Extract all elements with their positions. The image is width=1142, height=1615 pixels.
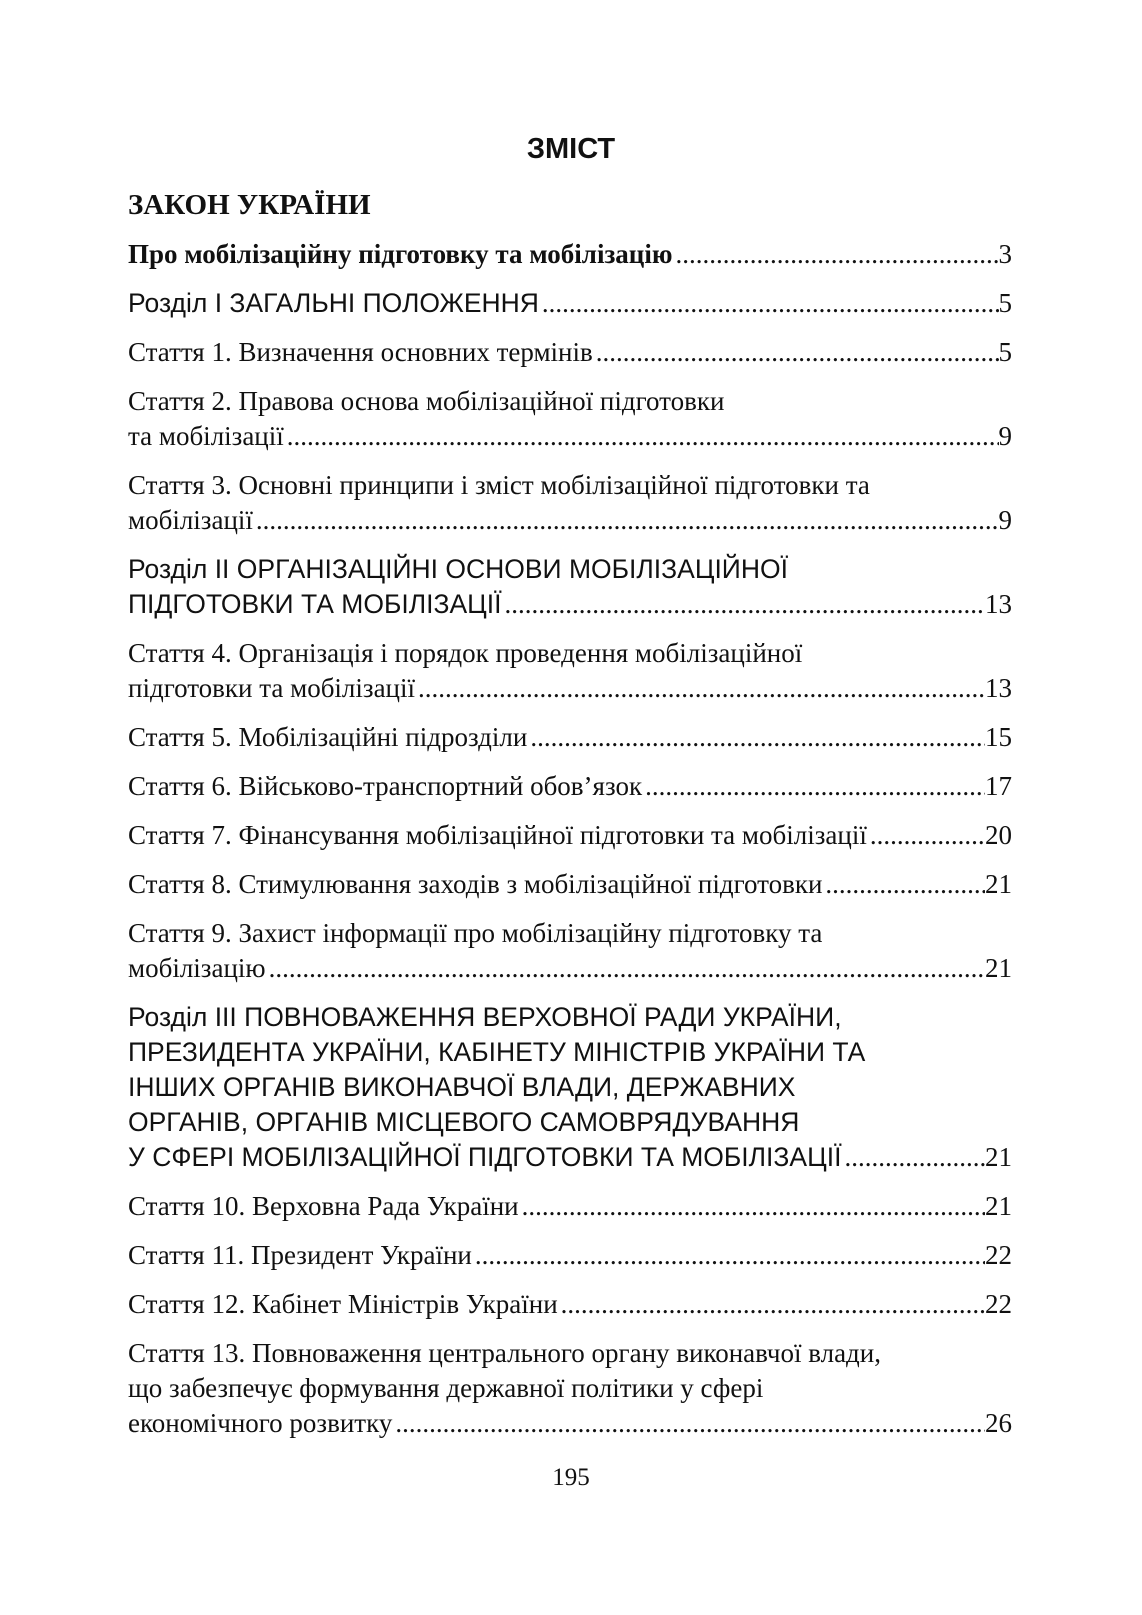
dot-leader — [672, 237, 998, 272]
toc-entry-last-line — [128, 720, 1012, 755]
toc-entry-title-line: Стаття 8. Стимулювання заходів з мобілізаційної підготовки — [128, 869, 823, 899]
toc-entry-last-line — [128, 587, 1012, 622]
toc-entry-title-line: Стаття 9. Захист інформації про мобілізаційну підготовку та — [128, 918, 823, 948]
toc-entry-page: 3 — [998, 239, 1012, 269]
dot-leader — [415, 671, 985, 706]
toc-entry-title-line: Стаття 10. Верховна Рада України — [128, 1191, 519, 1221]
dot-leader — [253, 503, 999, 538]
toc-entry-title-line: Стаття 6. Військово-транспортний обов’язок — [128, 771, 643, 801]
toc-entry[interactable] — [128, 1000, 1012, 1175]
toc-entries — [128, 237, 1012, 1441]
dot-leader — [539, 286, 999, 321]
toc-entry[interactable] — [128, 384, 1012, 454]
toc-entry[interactable] — [128, 720, 1012, 755]
toc-entry-last-line — [128, 671, 1012, 706]
toc-entry-title-line: Стаття 2. Правова основа мобілізаційної підготовки — [128, 386, 725, 416]
dot-leader — [472, 1238, 985, 1273]
toc-entry-title-line: мобілізації — [128, 505, 253, 535]
toc-entry-title-line: що забезпечує формування державної політики у сфері — [128, 1373, 764, 1403]
toc-entry[interactable] — [128, 237, 1012, 272]
toc-entry-last-line — [128, 1287, 1012, 1322]
toc-entry-title-line: Стаття 7. Фінансування мобілізаційної підготовки та мобілізації — [128, 820, 867, 850]
toc-entry-title-line: мобілізацію — [128, 953, 266, 983]
toc-entry-last-line — [128, 1238, 1012, 1273]
toc-entry[interactable] — [128, 468, 1012, 538]
toc-entry-last-line — [128, 419, 1012, 454]
toc-entry-last-line — [128, 335, 1012, 370]
toc-entry-last-line — [128, 1140, 1012, 1175]
toc-entry-title-line: ІНШИХ ОРГАНІВ ВИКОНАВЧОЇ ВЛАДИ, ДЕРЖАВНИХ — [128, 1072, 796, 1102]
dot-leader — [284, 419, 999, 454]
toc-entry-title-line: підготовки та мобілізації — [128, 673, 416, 703]
toc-entry-page: 21 — [985, 869, 1012, 899]
toc-entry[interactable] — [128, 552, 1012, 622]
toc-entry-title-line: ПРЕЗИДЕНТА УКРАЇНИ, КАБІНЕТУ МІНІСТРІВ УКРАЇНИ ТА — [128, 1037, 866, 1067]
page-number: 195 — [552, 1464, 590, 1491]
toc-entry-title-line: ОРГАНІВ, ОРГАНІВ МІСЦЕВОГО САМОВРЯДУВАННЯ — [128, 1107, 800, 1137]
toc-entry[interactable] — [128, 1336, 1012, 1441]
toc-entry[interactable] — [128, 1189, 1012, 1224]
toc-entry-title-line: Стаття 3. Основні принципи і зміст мобілізаційної підготовки та — [128, 470, 870, 500]
toc-entry[interactable] — [128, 636, 1012, 706]
toc-entry[interactable] — [128, 818, 1012, 853]
toc-entry[interactable] — [128, 769, 1012, 804]
dot-leader — [558, 1287, 985, 1322]
toc-entry-page: 21 — [985, 953, 1012, 983]
toc-entry-page: 17 — [985, 771, 1012, 801]
toc-entry[interactable] — [128, 1238, 1012, 1273]
toc-entry-last-line — [128, 769, 1012, 804]
toc-entry[interactable] — [128, 335, 1012, 370]
law-type-heading: ЗАКОН УКРАЇНИ — [128, 189, 371, 221]
toc-entry-title-line: економічного розвитку — [128, 1408, 393, 1438]
dot-leader — [642, 769, 985, 804]
toc-entry-title-line: Стаття 1. Визначення основних термінів — [128, 337, 593, 367]
toc-entry-title-line: Стаття 12. Кабінет Міністрів України — [128, 1289, 558, 1319]
toc-entry-page: 5 — [998, 288, 1012, 318]
toc-entry-title-line: Розділ I ЗАГАЛЬНІ ПОЛОЖЕННЯ — [128, 288, 539, 318]
toc-entry-title-line: Стаття 5. Мобілізаційні підрозділи — [128, 722, 528, 752]
dot-leader — [593, 335, 999, 370]
toc-entry-page: 15 — [985, 722, 1012, 752]
toc-entry-page: 20 — [985, 820, 1012, 850]
toc-entry-page: 22 — [985, 1289, 1012, 1319]
dot-leader — [392, 1406, 985, 1441]
toc-entry-last-line — [128, 818, 1012, 853]
toc-entry-last-line — [128, 503, 1012, 538]
toc-entry[interactable] — [128, 286, 1012, 321]
toc-entry-title-line: Стаття 4. Організація і порядок проведення мобілізаційної — [128, 638, 803, 668]
toc-entry-title-line: Про мобілізаційну підготовку та мобілізацію — [128, 239, 673, 269]
dot-leader — [867, 818, 985, 853]
toc-entry-title-line: ПІДГОТОВКИ ТА МОБІЛІЗАЦІЇ — [128, 589, 502, 619]
toc-entry-last-line — [128, 237, 1012, 272]
toc-entry-page: 21 — [985, 1142, 1012, 1172]
toc-entry[interactable] — [128, 1287, 1012, 1322]
toc-entry-title-line: Стаття 11. Президент України — [128, 1240, 472, 1270]
toc-entry-page: 5 — [998, 337, 1012, 367]
toc-entry-page: 21 — [985, 1191, 1012, 1221]
dot-leader — [841, 1140, 985, 1175]
toc-entry-title-line: У СФЕРІ МОБІЛІЗАЦІЙНОЇ ПІДГОТОВКИ ТА МОБІЛІЗАЦІЇ — [128, 1142, 842, 1172]
table-of-contents — [128, 187, 1012, 1441]
dot-leader — [822, 867, 985, 902]
toc-entry-title-line: Розділ III ПОВНОВАЖЕННЯ ВЕРХОВНОЇ РАДИ УКРАЇНИ, — [128, 1002, 842, 1032]
dot-leader — [502, 587, 985, 622]
toc-entry-title-line: та мобілізації — [128, 421, 284, 451]
toc-entry-last-line — [128, 951, 1012, 986]
dot-leader — [519, 1189, 985, 1224]
toc-entry-page: 9 — [998, 421, 1012, 451]
toc-entry-last-line — [128, 1189, 1012, 1224]
toc-entry-last-line — [128, 286, 1012, 321]
toc-entry-last-line — [128, 1406, 1012, 1441]
toc-entry-page: 22 — [985, 1240, 1012, 1270]
toc-entry-page: 13 — [985, 673, 1012, 703]
toc-entry-last-line — [128, 867, 1012, 902]
toc-entry[interactable] — [128, 916, 1012, 986]
toc-entry-title-line: Стаття 13. Повноваження центрального органу виконавчої влади, — [128, 1338, 881, 1368]
toc-entry-page: 9 — [998, 505, 1012, 535]
toc-entry-page: 26 — [985, 1408, 1012, 1438]
toc-entry-title-line: Розділ II ОРГАНІЗАЦІЙНІ ОСНОВИ МОБІЛІЗАЦІЙНОЇ — [128, 554, 788, 584]
toc-entry-page: 13 — [985, 589, 1012, 619]
dot-leader — [527, 720, 985, 755]
toc-entry[interactable] — [128, 867, 1012, 902]
dot-leader — [266, 951, 985, 986]
page-title: ЗМІСТ — [526, 133, 616, 165]
